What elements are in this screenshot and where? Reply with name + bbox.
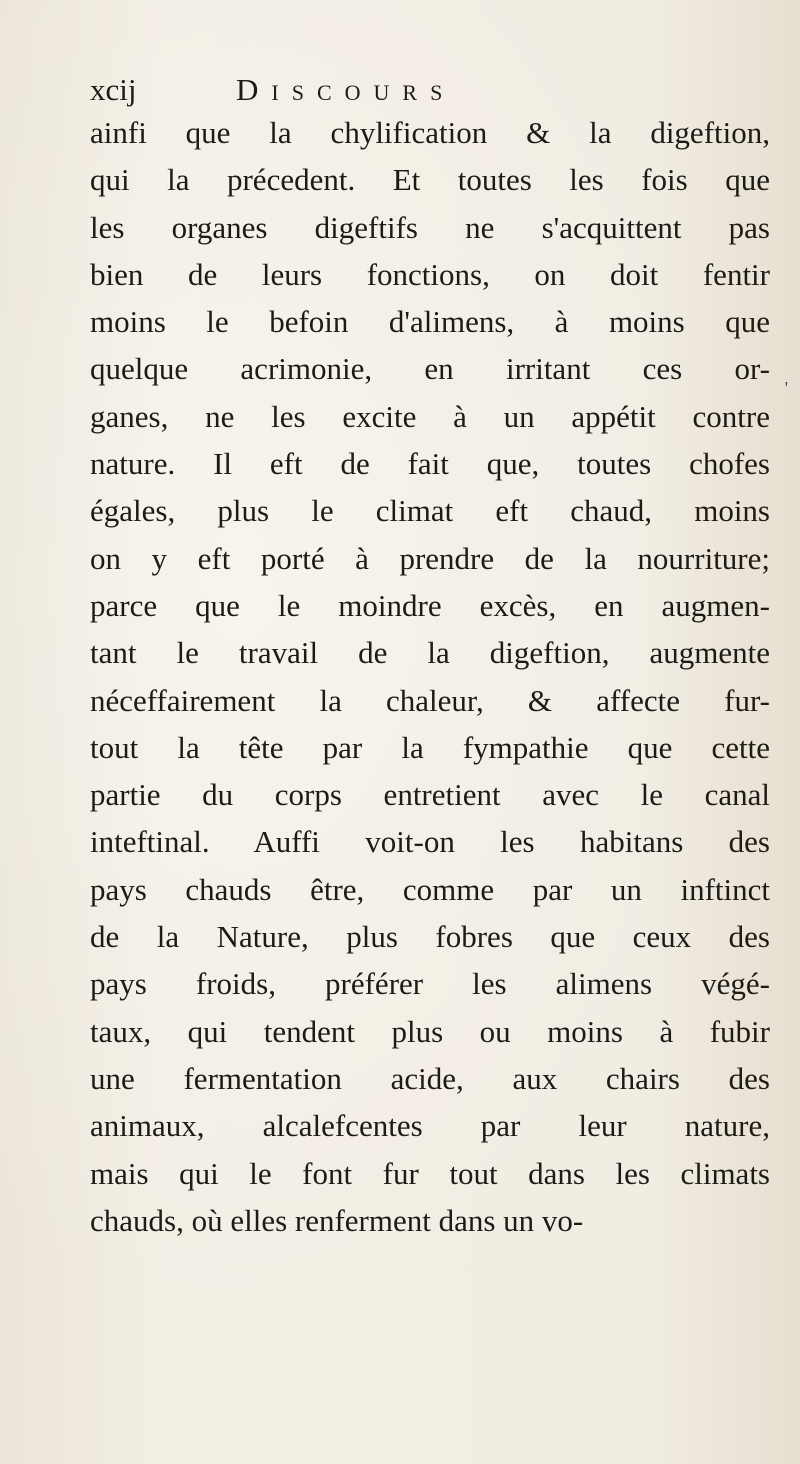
text-line: moins le befoin d'alimens, à moins que (90, 304, 770, 340)
body-text (90, 109, 770, 1244)
text-line: de la Nature, plus fobres que ceux des (90, 919, 770, 955)
text-line: bien de leurs fonctions, on doit fentir (90, 256, 770, 292)
text-line: inteftinal. Auffi voit-on les habitans des (90, 824, 770, 860)
text-line: qui la précedent. Et toutes les fois que (90, 162, 770, 198)
page-header (90, 68, 710, 112)
text-line: chauds, où elles renferment dans un vo- (90, 1202, 584, 1238)
text-line: pays froids, préférer les alimens végé- (90, 966, 770, 1002)
text-line: mais qui le font fur tout dans les climats (90, 1155, 770, 1191)
text-line: néceffairement la chaleur, & affecte fur- (90, 682, 770, 718)
text-line: taux, qui tendent plus ou moins à fubir (90, 1013, 770, 1049)
text-line: pays chauds être, comme par un inftinct (90, 871, 770, 907)
text-line: parce que le moindre excès, en augmen- (90, 587, 770, 623)
text-line: animaux, alcalefcentes par leur nature, (90, 1108, 770, 1144)
margin-mark: ' (784, 378, 788, 398)
text-line: tout la tête par la fympathie que cette (90, 729, 770, 765)
text-line: partie du corps entretient avec le canal (90, 777, 770, 813)
running-title: Discours (236, 72, 456, 107)
text-line: tant le travail de la digeftion, augmente (90, 635, 770, 671)
text-line: une fermentation acide, aux chairs des (90, 1060, 770, 1096)
text-line: on y eft porté à prendre de la nourriture; (90, 540, 770, 576)
text-line: nature. Il eft de fait que, toutes chofes (90, 446, 770, 482)
text-line: quelque acrimonie, en irritant ces or- (90, 351, 770, 387)
text-line: les organes digeftifs ne s'acquittent pas (90, 209, 770, 245)
text-line: ganes, ne les excite à un appétit contre (90, 398, 770, 434)
page-number: xcij (90, 72, 137, 107)
text-line: ainfi que la chylification & la digeftion, (90, 115, 770, 150)
text-line: égales, plus le climat eft chaud, moins (90, 493, 770, 529)
